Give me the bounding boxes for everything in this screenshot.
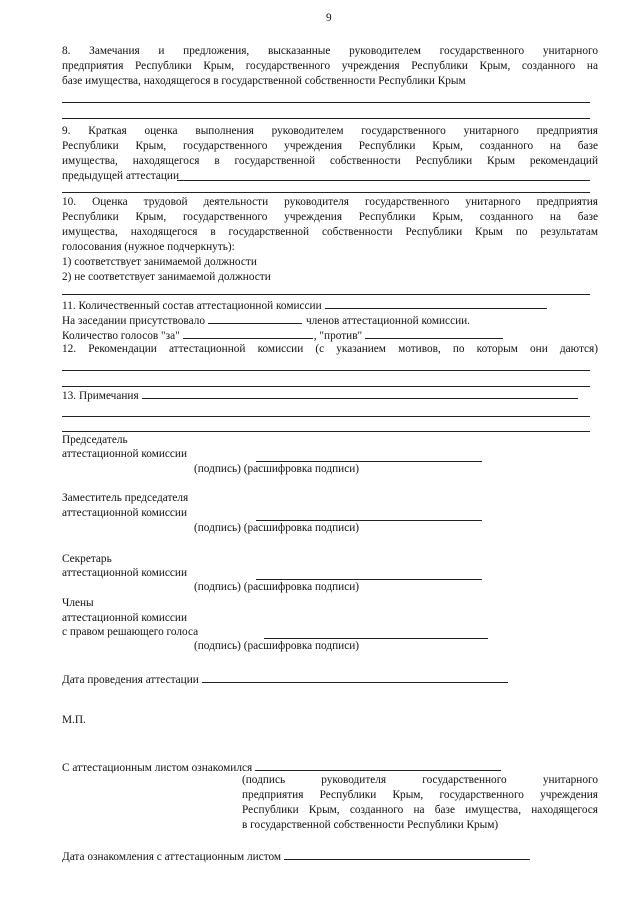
section-13-line-1 [62,388,578,403]
section-10-line-3: имущества, находящегося в государственной собственности Республики Крым по результатам [62,226,598,238]
acquaint-date-field[interactable] [284,849,530,860]
section-11-line-1 [62,298,547,313]
acquaint-date-row [62,849,530,864]
section-11-line-2 [62,313,470,328]
section-9-answer-line-2[interactable] [62,192,590,193]
acquainted-signature-field[interactable] [255,760,501,771]
acquainted-row [62,760,501,775]
section-10-option-1[interactable]: 1) соответствует занимаемой должности [62,256,257,268]
acquaint-date-label: Дата ознакомления с аттестационным листом [62,851,282,863]
chair-signature-line[interactable] [256,461,482,462]
acquainted-hint-line-1: (подпись руководителя государственного унитарного [242,774,598,786]
section-10-line-4: голосования (нужное подчеркнуть): [62,241,235,253]
chair-title-line-2: аттестационной комиссии [62,448,188,460]
votes-against-label: , "против" [313,330,363,342]
section-10-answer-line[interactable] [62,294,590,295]
section-8-line-3: базе имущества, находящегося в государственной собственности Республики Крым [62,75,466,87]
section-10-option-2[interactable]: 2) не соответствует занимаемой должности [62,271,271,283]
section-9-line-2: Республики Крым, государственного учреждения Республики Крым, созданного на базе [62,140,598,152]
present-label: На заседании присутствовало [62,315,205,327]
deputy-signature-line[interactable] [256,520,482,521]
acquainted-hint-line-2: предприятия Республики Крым, государственного учреждения [242,789,598,801]
deputy-title-line-2: аттестационной комиссии [62,507,188,519]
attestation-date-row [62,672,508,687]
seal-mark: М.П. [62,714,86,726]
chair-title-line-1: Председатель [62,434,128,446]
members-title-line-3: с правом решающего голоса [62,626,199,638]
secretary-title-line-2: аттестационной комиссии [62,567,188,579]
deputy-title-line-1: Заместитель председателя [62,492,189,504]
section-8-answer-line-1[interactable] [62,102,590,103]
section-9-line-4: предыдущей аттестации [62,170,180,182]
members-signature-line[interactable] [264,638,488,639]
section-10-line-2: Республики Крым, государственного учреждения Республики Крым, созданного на базе [62,211,598,223]
secretary-title-line-1: Секретарь [62,553,112,565]
section-9-answer-line-1[interactable] [177,180,590,181]
commission-size-field[interactable] [325,298,547,309]
section-10-line-1: 10. Оценка трудовой деятельности руководителя государственного унитарного предприятия [62,196,598,208]
attestation-date-field[interactable] [202,672,508,683]
votes-for-field[interactable] [183,328,313,339]
section-13-answer-line-2[interactable] [62,416,590,417]
present-count-field[interactable] [208,313,302,324]
section-11-line-3 [62,328,503,343]
acquainted-label: С аттестационным листом ознакомился [62,762,253,774]
secretary-signature-hint: (подпись) (расшифровка подписи) [194,581,360,593]
attestation-date-label: Дата проведения аттестации [62,674,199,686]
members-title-line-2: аттестационной комиссии [62,612,188,624]
present-suffix: членов аттестационной комиссии. [305,315,470,327]
acquainted-hint-line-3: Республики Крым, созданного на базе имущества, находящегося [242,804,598,816]
secretary-signature-line[interactable] [256,579,482,580]
section-9-line-1: 9. Краткая оценка выполнения руководителем государственного унитарного предприятия [62,125,598,137]
section-12-answer-line-1[interactable] [62,370,590,371]
section-12-line-1: 12. Рекомендации аттестационной комиссии (с указанием мотивов, по которым они даются) [62,343,598,355]
page-number: 9 [326,12,332,24]
section-13-answer-line-3[interactable] [62,431,590,432]
members-title-line-1: Члены [62,597,94,609]
commission-size-label: 11. Количественный состав аттестационной комиссии [62,300,322,312]
members-signature-hint: (подпись) (расшифровка подписи) [194,640,360,652]
section-8-line-1: 8. Замечания и предложения, высказанные руководителем государственного унитарного [62,45,598,57]
notes-label: 13. Примечания [62,390,139,402]
notes-field[interactable] [142,388,578,399]
section-8-line-2: предприятия Республики Крым, государственного учреждения Республики Крым, созданного на [62,60,598,72]
votes-against-field[interactable] [365,328,503,339]
votes-for-label: Количество голосов "за" [62,330,180,342]
section-9-line-3: имущества, находящегося в государственной собственности Республики Крым рекомендаций [62,155,598,167]
section-8-answer-line-2[interactable] [62,118,590,119]
acquainted-hint-line-4: в государственной собственности Республики Крым) [242,819,499,831]
deputy-signature-hint: (подпись) (расшифровка подписи) [194,522,360,534]
section-12-answer-line-2[interactable] [62,386,590,387]
chair-signature-hint: (подпись) (расшифровка подписи) [194,463,360,475]
